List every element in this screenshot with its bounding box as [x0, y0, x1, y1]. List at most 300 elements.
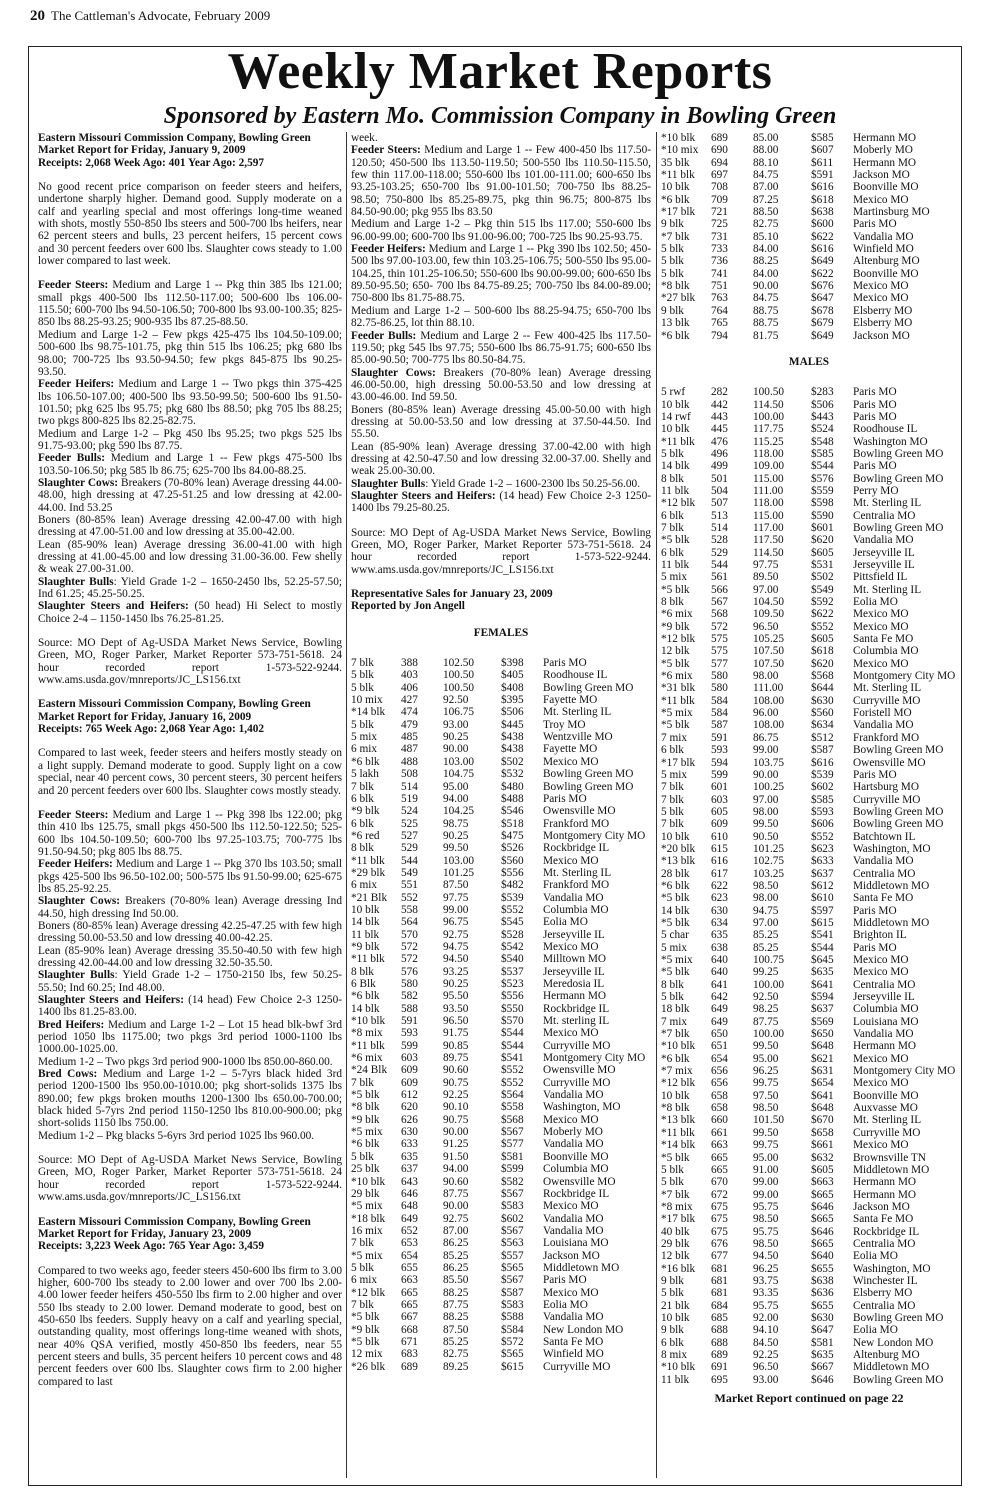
price: 100.75 — [753, 954, 785, 966]
price: 100.50 — [443, 669, 475, 682]
head-and-type: 7 mix — [661, 1015, 688, 1028]
sale-row — [661, 1152, 957, 1164]
location: Jerseyville IL — [543, 928, 605, 941]
item-text: Medium and Large 2 -- Few 400-425 lbs 117.50-119.50; pkg 545 lbs 97.75; 550-600 lbs 86.75-91.75; 600-650 lbs 85.00-90.50; 700-775 lbs 80.50-84.75. — [351, 329, 651, 367]
page-header — [30, 8, 270, 25]
weight: 751 — [711, 280, 728, 293]
location: Jerseyville IL — [853, 559, 915, 571]
value: $678 — [811, 304, 834, 317]
weight: 620 — [401, 1101, 418, 1114]
sale-row — [661, 157, 957, 169]
head-and-type: *5 blk — [351, 1335, 380, 1348]
head-and-type: *17 blk — [661, 206, 696, 219]
sale-row — [661, 1114, 957, 1126]
head-and-type: 7 blk — [351, 657, 374, 670]
head-and-type: 14 blk — [661, 904, 690, 917]
sale-row — [351, 1114, 651, 1126]
value: $597 — [811, 904, 834, 917]
report-item — [38, 329, 342, 378]
price: 98.00 — [753, 670, 779, 683]
item-label: Feeder Heifers: — [38, 858, 113, 871]
weight: 605 — [711, 805, 728, 818]
sale-row — [661, 1213, 957, 1225]
head-and-type: 21 blk — [661, 1299, 690, 1312]
price: 105.25 — [753, 633, 785, 646]
sale-row — [661, 1040, 957, 1052]
price: 117.50 — [753, 534, 784, 547]
weight: 572 — [401, 953, 418, 966]
weight: 564 — [401, 916, 418, 929]
price: 108.00 — [753, 694, 785, 707]
sale-row — [351, 1040, 651, 1052]
location: Roodhouse IL — [853, 423, 918, 436]
location: Centralia MO — [853, 978, 916, 991]
location: Paris MO — [853, 398, 897, 411]
report-item — [351, 441, 651, 478]
price: 109.00 — [753, 460, 785, 473]
report-receipts: Receipts: 3,223 Week Ago: 765 Year Ago: 3,459 — [38, 1240, 265, 1253]
location: Hermann MO — [853, 1040, 917, 1053]
item-text: Medium and Large 1-2 – 5-7yrs black hided 3rd period 1200-1500 lbs 950.00-1010.00; pkg short-solids 1375 lbs 890.00; few pkgs broken mouths 1200-1300 lbs 650.00-700.00; black hided 5-7yrs 2nd period 1150-1250 lbs 810.00-900.00; pkg short-solids 1150 lbs 750.00. — [38, 1068, 342, 1130]
location: Elsberry MO — [853, 1287, 913, 1300]
weight: 580 — [711, 682, 728, 695]
price: 99.50 — [443, 842, 469, 855]
price: 114.50 — [753, 398, 784, 411]
price: 87.25 — [753, 193, 779, 206]
sale-row — [661, 1312, 957, 1324]
price: 84.00 — [753, 243, 779, 256]
weight: 656 — [711, 1077, 728, 1090]
report-item — [38, 600, 342, 625]
value: $488 — [501, 792, 524, 805]
value: $605 — [811, 1163, 834, 1176]
location: Rockbridge IL — [543, 1187, 610, 1200]
location: Moberly MO — [853, 144, 913, 157]
head-and-type: *21 Blk — [351, 891, 388, 904]
head-and-type: *11 blk — [661, 1126, 695, 1139]
value: $557 — [501, 1249, 524, 1262]
location: Middletown MO — [853, 1361, 930, 1374]
price: 102.50 — [443, 657, 475, 670]
value: $591 — [811, 169, 834, 182]
item-text: Medium and Large 1 -- Few pkgs 475-500 lbs 103.50-106.50; pkg 585 lb 86.75; 625-700 lbs 84.00-88.25. — [38, 452, 342, 477]
price: 99.00 — [443, 903, 469, 916]
sale-row — [661, 231, 957, 243]
head-and-type: 10 mix — [351, 694, 383, 707]
report-item — [38, 279, 342, 328]
head-and-type: *26 blk — [351, 1360, 386, 1373]
head-and-type: *7 mix — [661, 1065, 693, 1078]
location: Curryville MO — [543, 1039, 611, 1052]
price: 100.25 — [753, 781, 785, 794]
location: Columbia MO — [543, 903, 609, 916]
column-3 — [661, 132, 957, 1404]
sale-row — [661, 292, 957, 304]
location: Louisiana MO — [543, 1237, 609, 1250]
weight: 513 — [711, 509, 728, 522]
head-and-type: 10 blk — [661, 1089, 690, 1102]
location: Bowling Green MO — [853, 744, 944, 757]
item-text: Breakers (70-80% lean) Average dressing 46.00-50.00, high dressing 50.00-53.50 and low dressing at 43.00-46.00. Ind 59.50. — [351, 366, 651, 404]
females-sales-table-continued — [661, 132, 957, 342]
head-and-type: *6 mix — [351, 1052, 383, 1065]
sale-row — [661, 1028, 957, 1040]
location: Frankford MO — [543, 817, 610, 830]
value: $546 — [501, 805, 524, 818]
sale-row — [661, 596, 957, 608]
value: $480 — [501, 780, 524, 793]
price: 96.25 — [753, 1262, 779, 1275]
sale-row — [661, 386, 957, 398]
item-label: Slaughter Steers and Heifers: — [38, 994, 184, 1006]
value: $512 — [811, 731, 834, 744]
weight: 567 — [711, 596, 728, 609]
sale-row — [351, 1077, 651, 1089]
value: $532 — [501, 768, 524, 781]
location: Centralia MO — [853, 509, 916, 522]
item-label: Feeder Heifers: — [351, 243, 426, 256]
item-text: Medium and Large 1-2 – 500-600 lbs 88.25-94.75; 650-700 lbs 82.75-86.25, lot thin 88.10. — [351, 304, 651, 330]
location: Vandalia MO — [853, 719, 914, 732]
item-label: Feeder Bulls: — [351, 329, 417, 342]
sale-row — [661, 682, 957, 694]
sale-row — [351, 1151, 651, 1163]
value: $550 — [501, 1002, 524, 1015]
head-and-type: *6 mix — [661, 608, 693, 621]
representative-sales-header — [351, 588, 651, 613]
item-text: (14 head) Few Choice 2-3 1250-1400 lbs 81.25-83.00. — [38, 994, 342, 1019]
sale-row — [661, 954, 957, 966]
report-item — [38, 477, 342, 514]
value: $502 — [811, 571, 834, 584]
value: $545 — [501, 916, 524, 929]
price: 88.25 — [443, 1311, 469, 1324]
head-and-type: 6 mix — [351, 743, 378, 756]
item-label: Feeder Steers: — [38, 808, 109, 821]
sale-row — [351, 743, 651, 755]
value: $640 — [811, 1250, 834, 1263]
report-date: Market Report for Friday, January 23, 2009 — [38, 1227, 252, 1240]
sale-row — [661, 1016, 957, 1028]
sale-row — [661, 1127, 957, 1139]
value: $606 — [811, 818, 834, 831]
location: Wentzville MO — [543, 731, 613, 744]
sale-row — [661, 423, 957, 435]
sale-row — [661, 1077, 957, 1089]
sale-row — [351, 1225, 651, 1237]
head-and-type: 11 blk — [661, 1373, 690, 1386]
females-sales-table — [351, 657, 651, 1373]
weight: 610 — [711, 830, 728, 843]
report-receipts: Receipts: 2,068 Week Ago: 401 Year Ago: 2,597 — [38, 156, 265, 169]
weight: 663 — [711, 1139, 728, 1152]
price: 98.00 — [753, 805, 779, 818]
report-items-jan9 — [38, 279, 342, 625]
value: $549 — [811, 583, 834, 596]
weight: 529 — [711, 546, 728, 559]
location: Moberly MO — [543, 1126, 603, 1139]
location: Mt. Sterling IL — [853, 497, 922, 510]
location: Paris MO — [543, 657, 587, 670]
value: $592 — [811, 596, 834, 609]
location: Middletown MO — [543, 1261, 620, 1274]
weight: 675 — [711, 1225, 728, 1238]
head-and-type: *8 blk — [661, 1102, 690, 1115]
sale-row — [661, 1324, 957, 1336]
value: $665 — [811, 1188, 834, 1201]
value: $558 — [501, 1101, 524, 1114]
head-and-type: *9 blk — [661, 620, 690, 633]
price: 95.00 — [753, 1052, 779, 1065]
value: $565 — [501, 1348, 524, 1361]
location: Centralia MO — [853, 1299, 916, 1312]
location: Vandalia MO — [853, 230, 914, 243]
location: Bowling Green MO — [853, 805, 944, 818]
value: $648 — [811, 1040, 834, 1053]
head-and-type: 12 mix — [351, 1348, 383, 1361]
location: Mt. Sterling IL — [853, 682, 922, 695]
location: Montgomery City MO — [543, 1052, 646, 1065]
weight: 683 — [401, 1348, 418, 1361]
weight: 725 — [711, 218, 728, 231]
location: Jackson MO — [543, 1249, 600, 1262]
value: $670 — [811, 1114, 834, 1127]
price: 85.25 — [753, 929, 779, 942]
report-item — [38, 994, 342, 1019]
value: $283 — [811, 386, 834, 399]
weight: 721 — [711, 206, 728, 219]
value: $583 — [501, 1298, 524, 1311]
weight: 570 — [401, 928, 418, 941]
weight: 651 — [711, 1040, 728, 1053]
location: Batchtown IL — [853, 830, 916, 843]
head-and-type: 9 blk — [661, 1274, 684, 1287]
weight: 527 — [401, 829, 418, 842]
sale-row — [661, 1065, 957, 1077]
value: $636 — [811, 1287, 834, 1300]
sale-row — [351, 855, 651, 867]
location: Curryville MO — [853, 793, 921, 806]
report-item — [38, 576, 342, 601]
head-and-type: 25 blk — [351, 1163, 380, 1176]
item-text: Boners (80-85% lean) Average dressing 42.00-47.00 with high dressing at 47.00-51.00 and low dressing at 35.00-42.00. — [38, 513, 342, 539]
report-items-jan23 — [351, 144, 651, 514]
males-heading: MALES — [788, 355, 830, 368]
location: Washington, MO — [853, 1262, 931, 1275]
page-title: Weekly Market Reports — [227, 43, 773, 100]
head-and-type: *16 blk — [661, 1262, 696, 1275]
item-text: Medium and Large 1 -- Pkg thin 385 lbs 121.00; small pkgs 400-500 lbs 112.50-117.00; 500-600 lbs 106.00-115.50; 600-700 lbs 94.50-106.50; 700-800 lbs 93.00-100.35; 825-850 lbs 88.25-93.25; 900-935 lbs 87.25-88.50. — [38, 279, 342, 329]
sale-row — [351, 1126, 651, 1138]
head-and-type: 11 blk — [661, 559, 690, 571]
head-and-type: *31 blk — [661, 682, 696, 695]
location: Jerseyville IL — [853, 991, 915, 1004]
price: 98.50 — [753, 879, 779, 892]
head-and-type: 6 blk — [351, 792, 374, 805]
location: Mexico MO — [853, 966, 909, 979]
value: $541 — [811, 929, 834, 942]
head-and-type: 14 blk — [351, 916, 380, 929]
value: $621 — [811, 1052, 834, 1065]
head-and-type: 35 blk — [661, 156, 690, 169]
location: Perry MO — [853, 484, 899, 497]
value: $593 — [811, 805, 834, 818]
price: 95.50 — [443, 990, 469, 1003]
head-and-type: 13 blk — [661, 317, 690, 330]
value: $615 — [501, 1360, 524, 1373]
report-items-jan16 — [38, 809, 342, 1142]
price: 117.75 — [753, 423, 784, 436]
price: 93.00 — [443, 718, 469, 731]
item-text: : Yield Grade 1-2 – 1750-2150 lbs, few 50.25-55.50; Ind 60.25; Ind 48.00. — [38, 969, 342, 994]
weight: 736 — [711, 255, 728, 268]
sale-row — [351, 941, 651, 953]
weight: 652 — [401, 1224, 418, 1237]
value: $610 — [811, 892, 834, 905]
value: $631 — [811, 1065, 834, 1078]
weight: 630 — [711, 904, 728, 917]
head-and-type: *5 blk — [351, 1311, 380, 1324]
price: 94.10 — [753, 1324, 779, 1337]
head-and-type: *12 blk — [661, 1077, 696, 1090]
weight: 622 — [711, 879, 728, 892]
location: Boonville MO — [853, 1089, 919, 1102]
head-and-type: *7 blk — [661, 1028, 690, 1041]
report-item — [38, 539, 342, 576]
value: $408 — [501, 681, 524, 694]
weight: 501 — [711, 472, 728, 485]
weight: 558 — [401, 903, 418, 916]
value: $552 — [811, 830, 834, 843]
weight: 587 — [711, 719, 728, 732]
location: Eolia MO — [543, 916, 588, 929]
head-and-type: 8 blk — [351, 842, 374, 855]
price: 107.50 — [753, 645, 785, 658]
report-source: Source: MO Dept of Ag-USDA Market News Service, Bowling Green, MO, Roger Parker, Market Reporter 573-751-5618. 24 hour recorded report 1-573-522-9244. www.ams.usda.gov/mnreports/JC_LS156.txt — [351, 526, 651, 576]
head-and-type: 6 blk — [661, 509, 684, 522]
report-date: Market Report for Friday, January 9, 2009 — [38, 144, 246, 157]
location: Meredosia IL — [543, 978, 605, 990]
price: 90.75 — [443, 1113, 469, 1126]
location: Mt. Sterling IL — [853, 1114, 922, 1127]
location: Foristell MO — [853, 707, 912, 720]
head-and-type: 29 blk — [351, 1187, 380, 1200]
sale-row — [661, 868, 957, 880]
location: Curryville MO — [853, 694, 921, 707]
sale-row — [661, 608, 957, 620]
price: 85.25 — [443, 1335, 469, 1348]
value: $620 — [811, 657, 834, 670]
value: $539 — [501, 891, 524, 904]
price: 102.75 — [753, 855, 785, 868]
weight: 695 — [711, 1373, 728, 1386]
weight: 601 — [711, 781, 728, 794]
head-and-type: 28 blk — [661, 867, 690, 880]
value: $646 — [811, 1225, 834, 1238]
sale-row — [351, 929, 651, 941]
head-and-type: 5 blk — [661, 805, 684, 818]
weight: 507 — [711, 497, 728, 510]
price: 88.75 — [753, 317, 779, 330]
price: 92.75 — [443, 1212, 469, 1225]
sale-row — [351, 1138, 651, 1150]
sale-row — [661, 744, 957, 756]
weight: 626 — [401, 1113, 418, 1126]
sale-row — [351, 781, 651, 793]
location: Jerseyville IL — [853, 546, 915, 559]
sale-row — [661, 633, 957, 645]
price: 90.25 — [443, 731, 469, 744]
weight: 609 — [401, 1076, 418, 1089]
head-and-type: 5 blk — [351, 681, 374, 694]
weight: 763 — [711, 292, 728, 305]
location: Jackson MO — [853, 1200, 910, 1213]
head-and-type: *5 mix — [351, 1126, 383, 1139]
value: $587 — [811, 744, 834, 757]
head-and-type: *5 blk — [661, 583, 690, 596]
location: Santa Fe MO — [543, 1335, 604, 1348]
price: 90.10 — [443, 1101, 469, 1114]
sale-row — [661, 929, 957, 941]
head-and-type: 5 rwf — [661, 386, 686, 399]
sale-row — [351, 1052, 651, 1064]
location: Owensville MO — [853, 756, 926, 769]
sale-row — [661, 1263, 957, 1275]
sale-row — [661, 510, 957, 522]
head-and-type: 8 blk — [351, 965, 374, 978]
page-number: 20 — [30, 8, 45, 24]
weight: 529 — [401, 842, 418, 855]
head-and-type: 5 blk — [351, 718, 374, 731]
weight: 709 — [711, 193, 728, 206]
location: Hermann MO — [853, 1176, 917, 1189]
sale-row — [661, 645, 957, 657]
sale-row — [351, 818, 651, 830]
weight: 551 — [401, 879, 418, 892]
value: $563 — [501, 1237, 524, 1250]
weight: 630 — [401, 1126, 418, 1139]
value: $398 — [501, 657, 524, 670]
item-text: Medium and Large 1 -- Pkg 390 lbs 102.50; 450-500 lbs 97.00-103.00, few thin 103.25-106.75; 500-550 lbs 95.00-104.25, thin 101.25-106.50; 550-600 lbs 90.00-99.00; 600-650 lbs 89.50-95.50; 650- 700 lbs 84.75-89.25; 700-750 lbs 84.00-89.00; 750-800 lbs 81.75-88.75. — [351, 243, 651, 305]
sale-row — [661, 132, 957, 144]
sale-row — [661, 144, 957, 156]
price: 103.25 — [753, 867, 785, 880]
sale-row — [661, 781, 957, 793]
price: 95.75 — [753, 1299, 779, 1312]
head-and-type: 9 blk — [661, 1324, 684, 1337]
location: Mexico MO — [853, 193, 909, 206]
head-and-type: *5 blk — [661, 892, 690, 905]
price: 89.75 — [443, 1052, 469, 1065]
report-item — [38, 1130, 342, 1142]
head-and-type: 5 blk — [661, 991, 684, 1004]
weight: 474 — [401, 706, 418, 719]
head-and-type: 10 blk — [661, 423, 690, 436]
price: 92.25 — [753, 1349, 779, 1361]
price: 86.25 — [443, 1237, 469, 1250]
value: $602 — [811, 781, 834, 794]
location: Santa Fe MO — [853, 892, 914, 905]
weight: 612 — [401, 1089, 418, 1102]
weight: 566 — [711, 583, 728, 596]
price: 99.00 — [753, 1188, 779, 1201]
sale-row — [351, 1015, 651, 1027]
location: Mexico MO — [853, 608, 909, 621]
weight: 634 — [711, 916, 728, 929]
price: 94.75 — [753, 904, 779, 917]
sale-row — [661, 1349, 957, 1361]
report-item — [351, 218, 651, 243]
